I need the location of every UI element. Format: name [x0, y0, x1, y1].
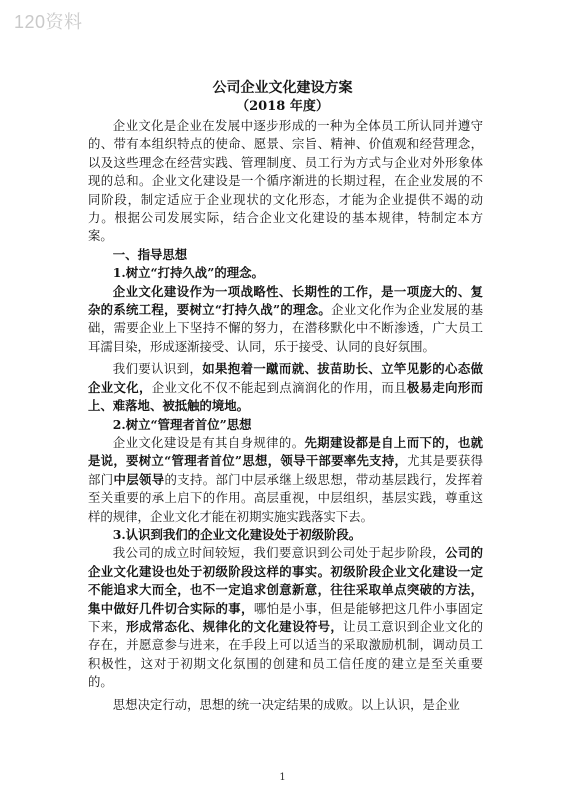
bold-text: 公司的企业文化建设也处于初级阶段这样的事实。初级阶段企业文化建设一定不能追求大而全，也不一定追求创意新意，往往采取单点突破的方法，集中做好几件切合实际的事， — [88, 545, 484, 616]
text: 企业文化不仅不能起到点滴润化的作用，而且 — [151, 379, 407, 395]
text: 哪怕是小事，但是能够把这几件小事固定下来， — [88, 600, 484, 634]
subheading-3: 3.认识到我们的企业文化建设处于初级阶段。 — [112, 526, 362, 542]
paragraph-2 — [88, 434, 483, 526]
document-title: 公司企业文化建设方案 — [212, 80, 353, 96]
paragraph-4: 思想决定行动，思想的统一决定结果的成败。以上认识，是企业 — [112, 696, 460, 712]
text: 让员工意识到企业文化的存在，并愿意参与进来，在手段上可以适当的采取激励机制，调动员工积极性，这对于初期文化氛围的创建和员工信任度的建立是至关重要的。 — [88, 618, 484, 690]
bold-text: 极易走向形而上、难落地、被抵触的境地。 — [88, 379, 484, 414]
paragraph-3 — [88, 544, 483, 691]
watermark-logo: 120资料 — [14, 12, 83, 32]
intro-paragraph: 企业文化是企业在发展中逐步形成的一种为全体员工所认同并遵守的、带有本组织特点的使命、愿景、宗旨、精神、价值观和经营理念，以及这些理念在经营实践、管理制度、员工行为方式与企业对外形象体现的总和。企业文化建设是一个循序渐进的长期过程，在企业发展的不同阶段，制定适应于企业现状的文化形态，才能为企业提供不竭的动力。根据公司发展实际，结合企业文化建设的基本规律，特制定本方案。 — [88, 118, 483, 244]
subheading-1: 1.树立“打持久战”的理念。 — [112, 265, 264, 281]
text: 我公司的成立时间较短，我们要意识到公司处于起步阶段， — [112, 545, 446, 561]
document-body — [88, 117, 483, 714]
text: 企业文化作为企业发展的基础，需要企业上下坚持不懈的努力，在潜移默化中不断渗透，广大员工耳濡目染，形成逐渐接受、认同，乐于接受、认同的良好氛围。 — [88, 302, 483, 354]
text: 企业文化建设是有其自身规律的。 — [112, 434, 305, 450]
bold-text: 如果抱着一蹴而就、拔苗助长、立竿见影的心态做企业文化， — [88, 361, 483, 395]
bold-text: 企业文化建设作为一项战略性、长期性的工作，是一项庞大的、复杂的系统工程，要树立“打持久战”的理念。 — [88, 283, 483, 318]
bold-text: 中层领导 — [113, 471, 165, 487]
section-heading-guiding-ideology: 一、指导思想 — [112, 246, 188, 262]
paragraph-1b — [88, 360, 483, 415]
text: 我们要认识到， — [112, 361, 203, 377]
text: 的支持。部门中层承继上级思想，带动基层践行，发挥着至关重要的承上启下的作用。高层重视，中层组织，基层实践，尊重这样的规律，企业文化才能在初期实施实践落实下去。 — [88, 471, 484, 524]
page-number: 1 — [279, 772, 286, 783]
text: 尤其是要获得部门 — [88, 453, 484, 487]
paragraph-1a — [88, 283, 483, 357]
bold-text: 先期建设都是自上而下的，也就是说，要树立“管理者首位”思想，领导干部要率先支持， — [88, 434, 484, 469]
document-subtitle: （2018 年度） — [236, 99, 329, 114]
bold-text: 形成常态化、规律化的文化建设符号， — [126, 618, 344, 634]
subheading-2: 2.树立“管理者首位”思想 — [112, 416, 252, 432]
